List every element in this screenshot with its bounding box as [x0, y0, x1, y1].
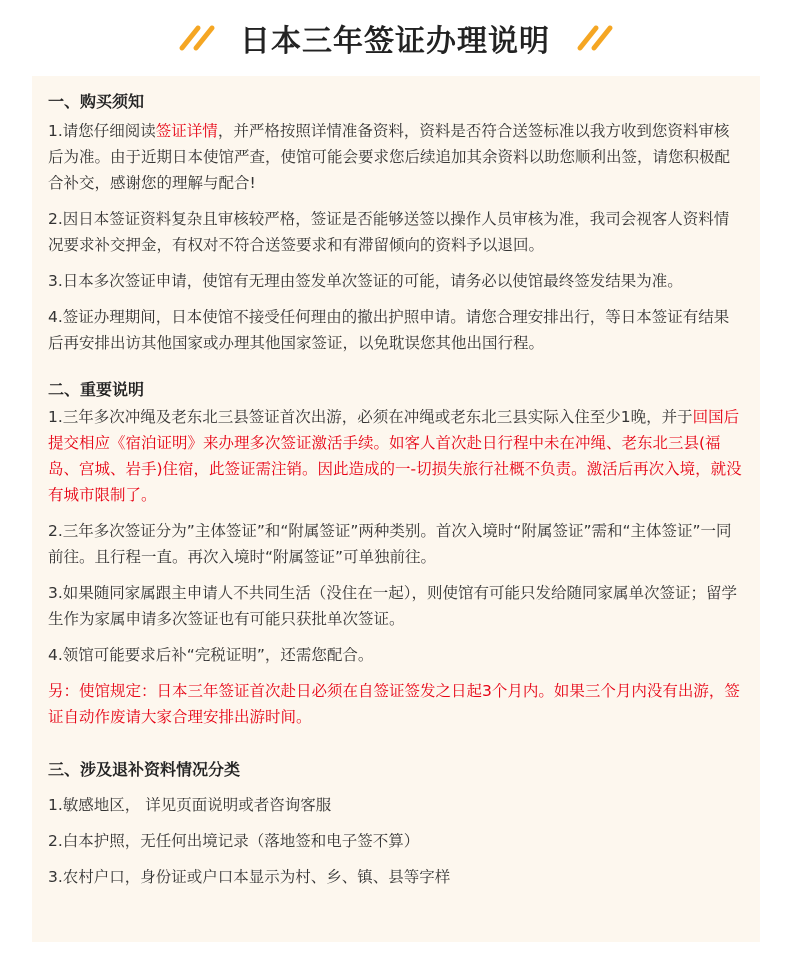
list-item: 1.敏感地区， 详见页面说明或者咨询客服: [48, 796, 332, 814]
paragraph: [48, 404, 742, 508]
list-item: 2.白本护照，无任何出境记录（落地签和电子签不算）: [48, 832, 420, 850]
slash-decoration-icon: [176, 24, 216, 52]
section-title-refund-categories: 三、涉及退补资料情况分类: [48, 760, 241, 779]
paragraph-text: 1.请您仔细阅读: [48, 122, 156, 140]
section-title-important-notes: 二、重要说明: [48, 380, 145, 399]
paragraph-text: ，并严格按照详情准备资料，资料是否符合送签标准以我方收到您资料审核后为准。由于近期日本使馆严查，使馆可能会要求您后续追加其余资料以助您顺利出签，请您积极配合补交，感谢您的理解与配合!: [48, 122, 731, 192]
highlighted-text: 回国后提交相应《宿泊证明》来办理多次签证激活手续。如客人首次赴日行程中未在冲绳、老东北三县(福岛、宫城、岩手)住宿，此签证需注销。因此造成的一-切损失旅行社概不负责。激活后再次入境，就没有城市限制了。: [48, 408, 742, 504]
paragraph: 2.因日本签证资料复杂且审核较严格，签证是否能够送签以操作人员审核为准，我司会视客人资料情况要求补交押金，有权对不符合送签要求和有滞留倾向的资料予以退回。: [48, 210, 730, 254]
paragraph: 4.领馆可能要求后补“完税证明”，还需您配合。: [48, 646, 374, 664]
slash-decoration-icon: [574, 24, 614, 52]
paragraph: 4.签证办理期间，日本使馆不接受任何理由的撤出护照申请。请您合理安排出行，等日本签证有结果后再安排出访其他国家或办理其他国家签证，以免耽误您其他出国行程。: [48, 308, 730, 352]
paragraph: [48, 118, 742, 196]
paragraph-text: 1.三年多次冲绳及老东北三县签证首次出游，必须在冲绳或老东北三县实际入住至少1晚，并于: [48, 408, 693, 426]
page-title: 日本三年签证办理说明: [240, 24, 550, 59]
paragraph: 3.日本多次签证申请，使馆有无理由签发单次签证的可能，请务必以使馆最终签发结果为准。: [48, 272, 683, 290]
section-title-purchase-notice: 一、购买须知: [48, 92, 145, 111]
embassy-rule-notice: 另：使馆规定：日本三年签证首次赴日必须在自签证签发之日起3个月内。如果三个月内没有出游，签证自动作废请大家合理安排出游时间。: [48, 682, 740, 726]
content-panel: [32, 76, 760, 942]
visa-details-link[interactable]: 签证详情: [155, 122, 218, 140]
paragraph: 2.三年多次签证分为”主体签证”和“附属签证”两种类别。首次入境时“附属签证”需和“主体签证”一同前往。且行程一直。再次入境时“附属签证”可单独前往。: [48, 522, 732, 566]
paragraph: 3.如果随同家属跟主申请人不共同生活（没住在一起），则使馆有可能只发给随同家属单次签证；留学生作为家属申请多次签证也有可能只获批单次签证。: [48, 584, 738, 628]
page-header: [0, 0, 790, 76]
list-item: 3.农村户口，身份证或户口本显示为村、乡、镇、县等字样: [48, 868, 451, 886]
